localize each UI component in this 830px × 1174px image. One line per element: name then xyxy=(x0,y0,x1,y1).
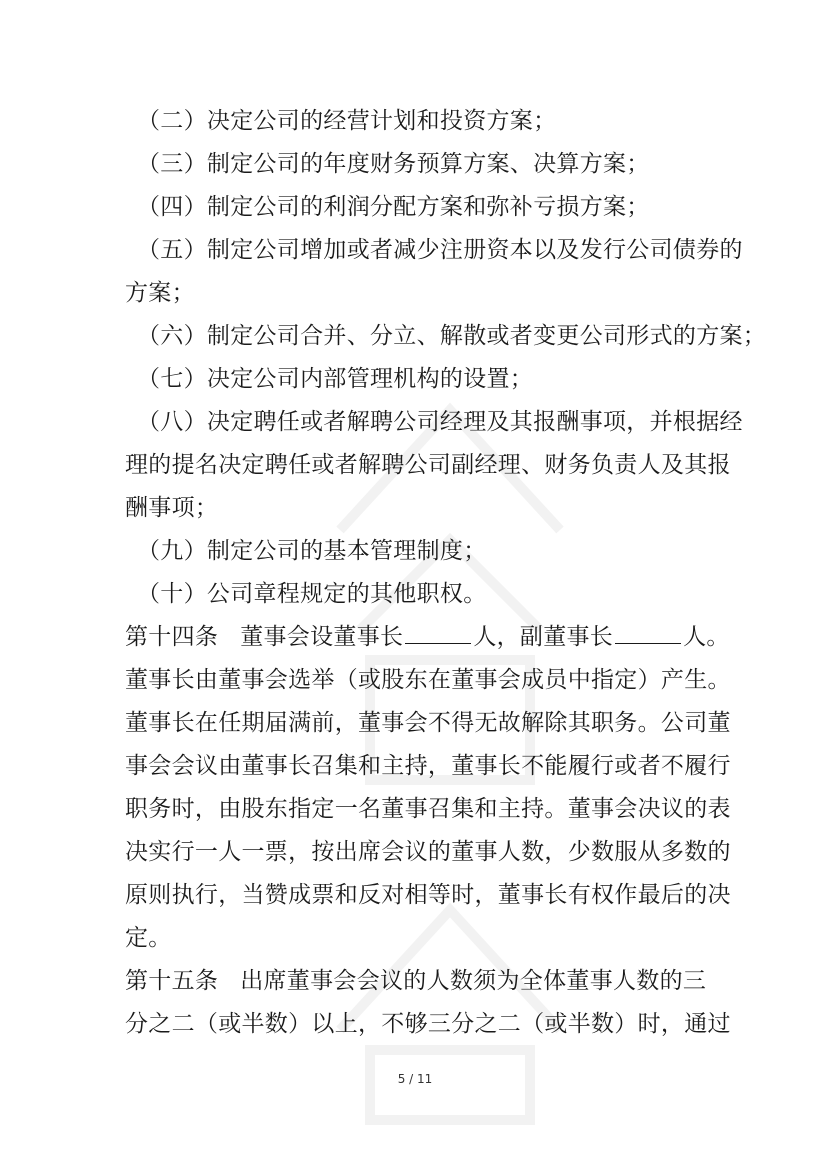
article-14-heading-line xyxy=(125,616,730,659)
article-14-line: 定。 xyxy=(125,925,172,951)
clause-line: 方案； xyxy=(125,280,195,306)
page-number: 5 / 11 xyxy=(397,1072,433,1086)
clause-line: （四）制定公司的利润分配方案和弥补亏损方案； xyxy=(137,194,650,220)
clause-line: （七）决定公司内部管理机构的设置； xyxy=(137,366,534,392)
clause-line: （二）决定公司的经营计划和投资方案； xyxy=(137,108,557,134)
article-15-heading-line xyxy=(125,960,710,1003)
article-14-line: 职务时，由股东指定一名董事召集和主持。董事会决议的表 xyxy=(125,796,731,822)
article-14-line: 事会会议由董事长召集和主持，董事长不能履行或者不履行 xyxy=(125,753,731,779)
article-15-label: 第十五条 xyxy=(125,968,219,994)
clause-line: （五）制定公司增加或者减少注册资本以及发行公司债券的 xyxy=(137,237,743,263)
article-14-text-a: 董事会设董事长 xyxy=(240,624,404,650)
clause-line: 理的提名决定聘任或者解聘公司副经理、财务负责人及其报 xyxy=(125,452,731,478)
vice-chairman-count-blank[interactable] xyxy=(615,621,681,644)
article-14-line: 董事长由董事会选举（或股东在董事会成员中指定）产生。 xyxy=(125,667,731,693)
clause-line: 酬事项； xyxy=(125,495,219,521)
article-15-text-a: 出席董事会会议的人数须为全体董事人数的三 xyxy=(240,968,707,994)
clause-line: （九）制定公司的基本管理制度； xyxy=(137,538,487,564)
clause-line: （十）公司章程规定的其他职权。 xyxy=(137,581,487,607)
document-body xyxy=(125,100,767,1046)
article-14-line: 原则执行，当赞成票和反对相等时，董事长有权作最后的决 xyxy=(125,882,731,908)
article-15-line: 分之二（或半数）以上，不够三分之二（或半数）时，通过 xyxy=(125,1011,731,1037)
article-14-text-b: 人，副董事长 xyxy=(473,624,614,650)
clause-line: （三）制定公司的年度财务预算方案、决算方案； xyxy=(137,151,650,177)
article-14-line: 董事长在任期届满前，董事会不得无故解除其职务。公司董 xyxy=(125,710,731,736)
article-14-line: 决实行一人一票，按出席会议的董事人数，少数服从多数的 xyxy=(125,839,731,865)
article-14-text-c: 人。 xyxy=(683,624,730,650)
clause-line: （六）制定公司合并、分立、解散或者变更公司形式的方案； xyxy=(137,323,767,349)
clause-line: （八）决定聘任或者解聘公司经理及其报酬事项，并根据经 xyxy=(137,409,743,435)
article-14-label: 第十四条 xyxy=(125,624,219,650)
chairman-count-blank[interactable] xyxy=(405,621,471,644)
